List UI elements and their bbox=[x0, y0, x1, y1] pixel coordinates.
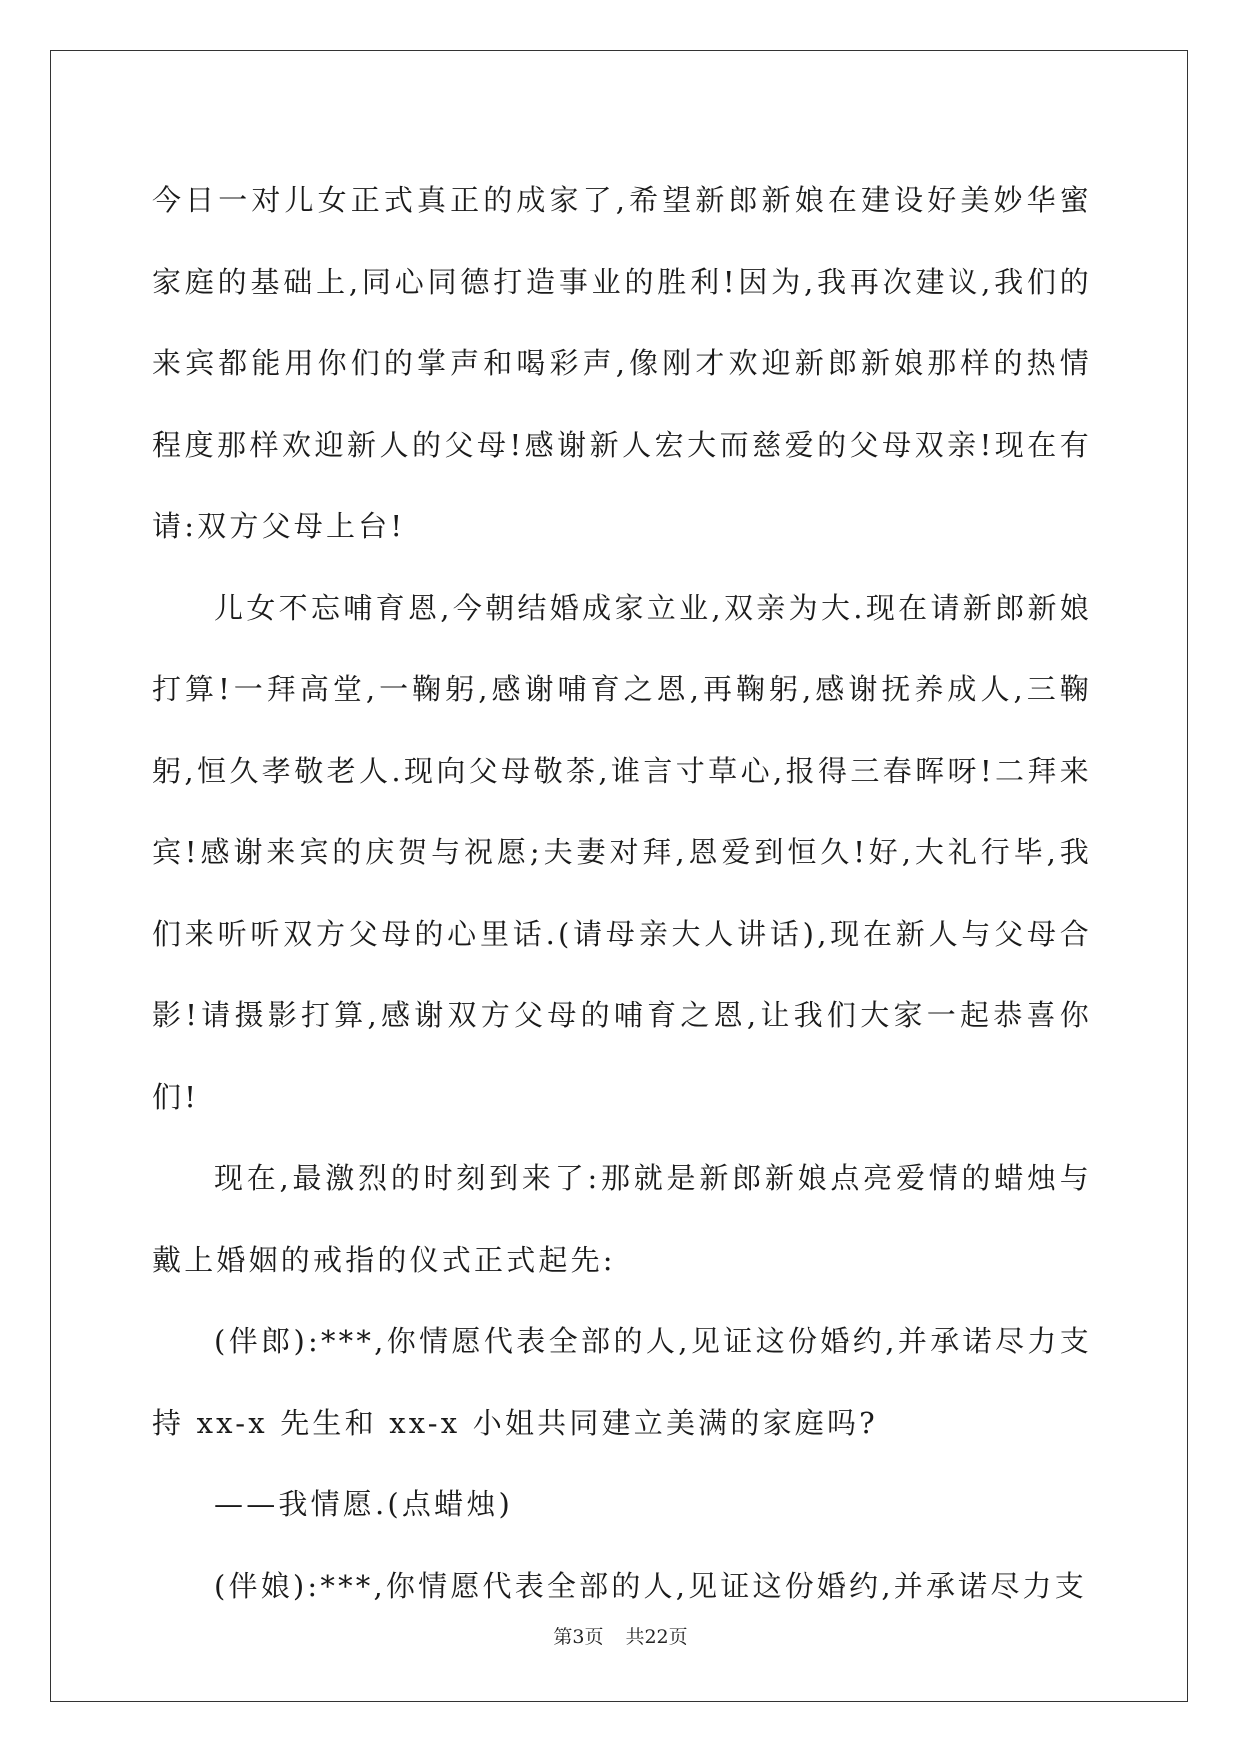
paragraph-4: (伴郎):***,你情愿代表全部的人,见证这份婚约,并承诺尽力支持 xx-x 先生和 xx-x 小姐共同建立美满的家庭吗? bbox=[152, 1324, 1092, 1440]
paragraph-6: (伴娘):***,你情愿代表全部的人,见证这份婚约,并承诺尽力支 bbox=[214, 1568, 1087, 1603]
page-footer bbox=[0, 1622, 1241, 1649]
paragraph-3: 现在,最激烈的时刻到来了:那就是新郎新娘点亮爱情的蜡烛与戴上婚姻的戒指的仪式正式起先: bbox=[152, 1161, 1092, 1277]
document-body bbox=[152, 160, 1092, 1627]
paragraph-5: ——我情愿.(点蜡烛) bbox=[214, 1487, 514, 1521]
paragraph-2: 儿女不忘哺育恩,今朝结婚成家立业,双亲为大.现在请新郎新娘打算!一拜高堂,一鞠躬,感谢哺育之恩,再鞠躬,感谢抚养成人,三鞠躬,恒久孝敬老人.现向父母敬茶,谁言寸草心,报得三春晖呀!二拜来宾!感谢来宾的庆贺与祝愿;夫妻对拜,恩爱到恒久!好,大礼行毕,我们来听听双方父母的心里话.(请母亲大人讲话),现在新人与父母合影!请摄影打算,感谢双方父母的哺育之恩,让我们大家一起恭喜你们! bbox=[152, 590, 1092, 1114]
page-total: 共22页 bbox=[625, 1626, 688, 1648]
page-number: 第3页 bbox=[553, 1626, 604, 1648]
paragraph-1: 今日一对儿女正式真正的成家了,希望新郎新娘在建设好美妙华蜜家庭的基础上,同心同德打造事业的胜利!因为,我再次建议,我们的来宾都能用你们的掌声和喝彩声,像刚才欢迎新郎新娘那样的热情程度那样欢迎新人的父母!感谢新人宏大而慈爱的父母双亲!现在有请:双方父母上台! bbox=[152, 183, 1092, 543]
